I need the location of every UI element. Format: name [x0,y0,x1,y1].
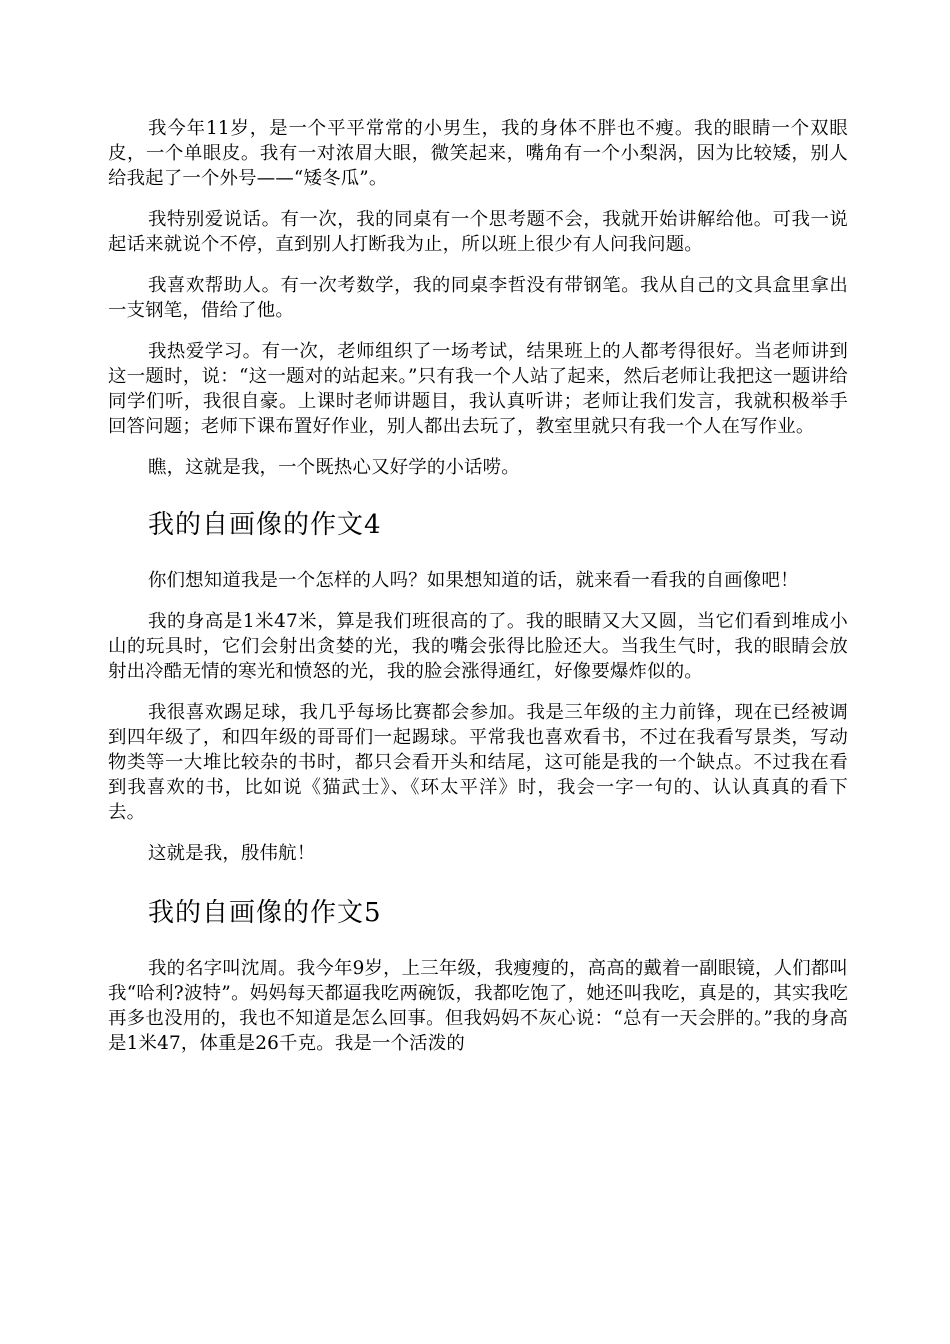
paragraph: 我喜欢帮助人。有一次考数学，我的同桌李哲没有带钢笔。我从自己的文具盒里拿出一支钢笔，借给了他。 [108,275,848,321]
paragraph: 我特别爱说话。有一次，我的同桌有一个思考题不会，我就开始讲解给他。可我一说起话来就说个不停，直到别人打断我为止，所以班上很少有人问我问题。 [108,209,848,255]
paragraph: 我很喜欢踢足球，我几乎每场比赛都会参加。我是三年级的主力前锋，现在已经被调到四年级了，和四年级的哥哥们一起踢球。平常我也喜欢看书，不过在我看写景类，写动物类等一大堆比较杂的书时，都只会看开头和结尾，这可能是我的一个缺点。不过我在看到我喜欢的书，比如说《猫武士》、《环太平洋》时，我会一字一句的、认认真真的看下去。 [108,702,848,823]
paragraph: 我的身高是1米47米，算是我们班很高的了。我的眼睛又大又圆，当它们看到堆成小山的玩具时，它们会射出贪婪的光，我的嘴会张得比脸还大。当我生气时，我的眼睛会放射出冷酷无情的寒光和愤怒的光，我的脸会涨得通红，好像要爆炸似的。 [108,611,848,682]
paragraph: 这就是我，殷伟航！ [148,843,316,864]
section-heading-4: 我的自画像的作文4 [148,510,382,540]
paragraph: 我今年11岁，是一个平平常常的小男生，我的身体不胖也不瘦。我的眼睛一个双眼皮，一个单眼皮。我有一对浓眉大眼，微笑起来，嘴角有一个小梨涡，因为比较矮，别人给我起了一个外号——“矮冬瓜”。 [108,118,848,189]
paragraph: 你们想知道我是一个怎样的人吗？如果想知道的话，就来看一看我的自画像吧！ [148,570,799,591]
document-page [108,116,848,1072]
paragraph: 我的名字叫沈周。我今年9岁，上三年级，我瘦瘦的，高高的戴着一副眼镜，人们都叫我“哈利?波特”。妈妈每天都逼我吃两碗饭，我都吃饱了，她还叫我吃，真是的，其实我吃再多也没用的，我也不知道是怎么回事。但我妈妈不灰心说：“总有一天会胖的。”我的身高是1米47，体重是26千克。我是一个活泼的 [108,958,848,1054]
section-heading-5: 我的自画像的作文5 [148,898,382,928]
paragraph: 瞧，这就是我，一个既热心又好学的小话唠。 [148,457,520,478]
paragraph: 我热爱学习。有一次，老师组织了一场考试，结果班上的人都考得很好。当老师讲到这一题时，说：“这一题对的站起来。”只有我一个人站了起来，然后老师让我把这一题讲给同学们听，我很自豪。上课时老师讲题目，我认真听讲；老师让我们发言，我就积极举手回答问题；老师下课布置好作业，别人都出去玩了，教室里就只有我一个人在写作业。 [108,341,848,437]
